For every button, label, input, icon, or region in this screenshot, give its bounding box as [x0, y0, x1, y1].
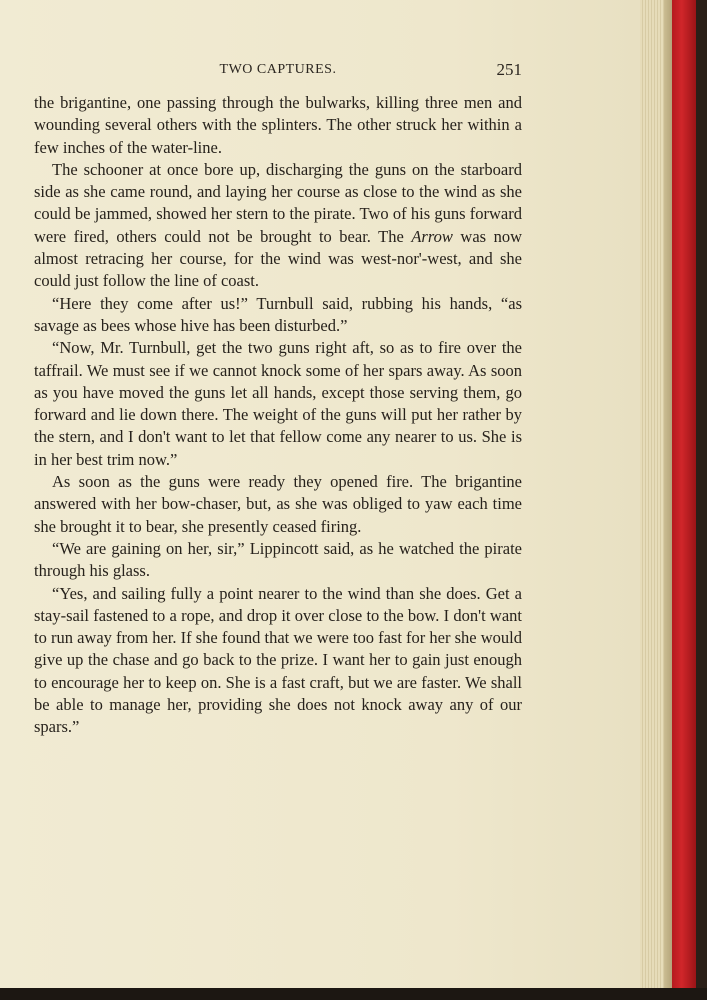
running-head: [34, 60, 522, 82]
paragraph-6: “We are gaining on her, sir,” Lippincott said, as he watched the pirate through his glass.: [34, 538, 522, 581]
paragraph-3: “Here they come after us!” Turnbull said, rubbing his hands, “as savage as bees whose hive has been disturbed.”: [34, 293, 522, 335]
paragraph-7: “Yes, and sailing fully a point nearer to the wind than she does. Get a stay-sail fastened to a rope, and drop it over close to the bow. I don't want to run away from her. If she found that we were too fast for her she would give up the chase and go back to the prize. I want her to gain just enough to encourage her to keep on. She is a fast craft, but we are faster. We shall be able to manage her, providing she does not knock away any of our spars.”: [34, 583, 522, 737]
background-right: [696, 0, 707, 1000]
paragraph-5: As soon as the guns were ready they opened fire. The brigantine answered with her bow-chaser, but, as she was obliged to yaw each time she brought it to bear, she presently ceased firing.: [34, 472, 522, 536]
chapter-running-title: TWO CAPTURES.: [219, 62, 337, 77]
paragraph-2: The schooner at once bore up, discharging the guns on the starboard side as she came round, and laying her course as close to the wind as she could be jammed, showed her stern to the pirate. Two of his guns forward were fired, others could not be brought to bear. The Arrow was now almost retracing her course, for the wind was west-nor'-west, and she could just follow the line of coast.: [34, 159, 523, 291]
ship-name-arrow: Arrow: [411, 226, 453, 246]
paragraph-1: the brigantine, one passing through the bulwarks, killing three men and wounding several others with the splinters. The other struck her within a few inches of the water-line.: [34, 93, 522, 157]
background-bottom: [0, 988, 707, 1000]
red-book-cover: [672, 0, 696, 988]
page-number: 251: [496, 60, 522, 79]
body-text: [34, 92, 522, 739]
paragraph-4: “Now, Mr. Turnbull, get the two guns right aft, so as to fire over the taffrail. We must see if we cannot knock some of her spars away. As soon as you have moved the guns let all hands, except those serving them, go forward and lie down there. The weight of the guns will put her rather by the stern, and I don't want to let that fellow come any nearer to us. She is in her best trim now.”: [34, 338, 522, 469]
